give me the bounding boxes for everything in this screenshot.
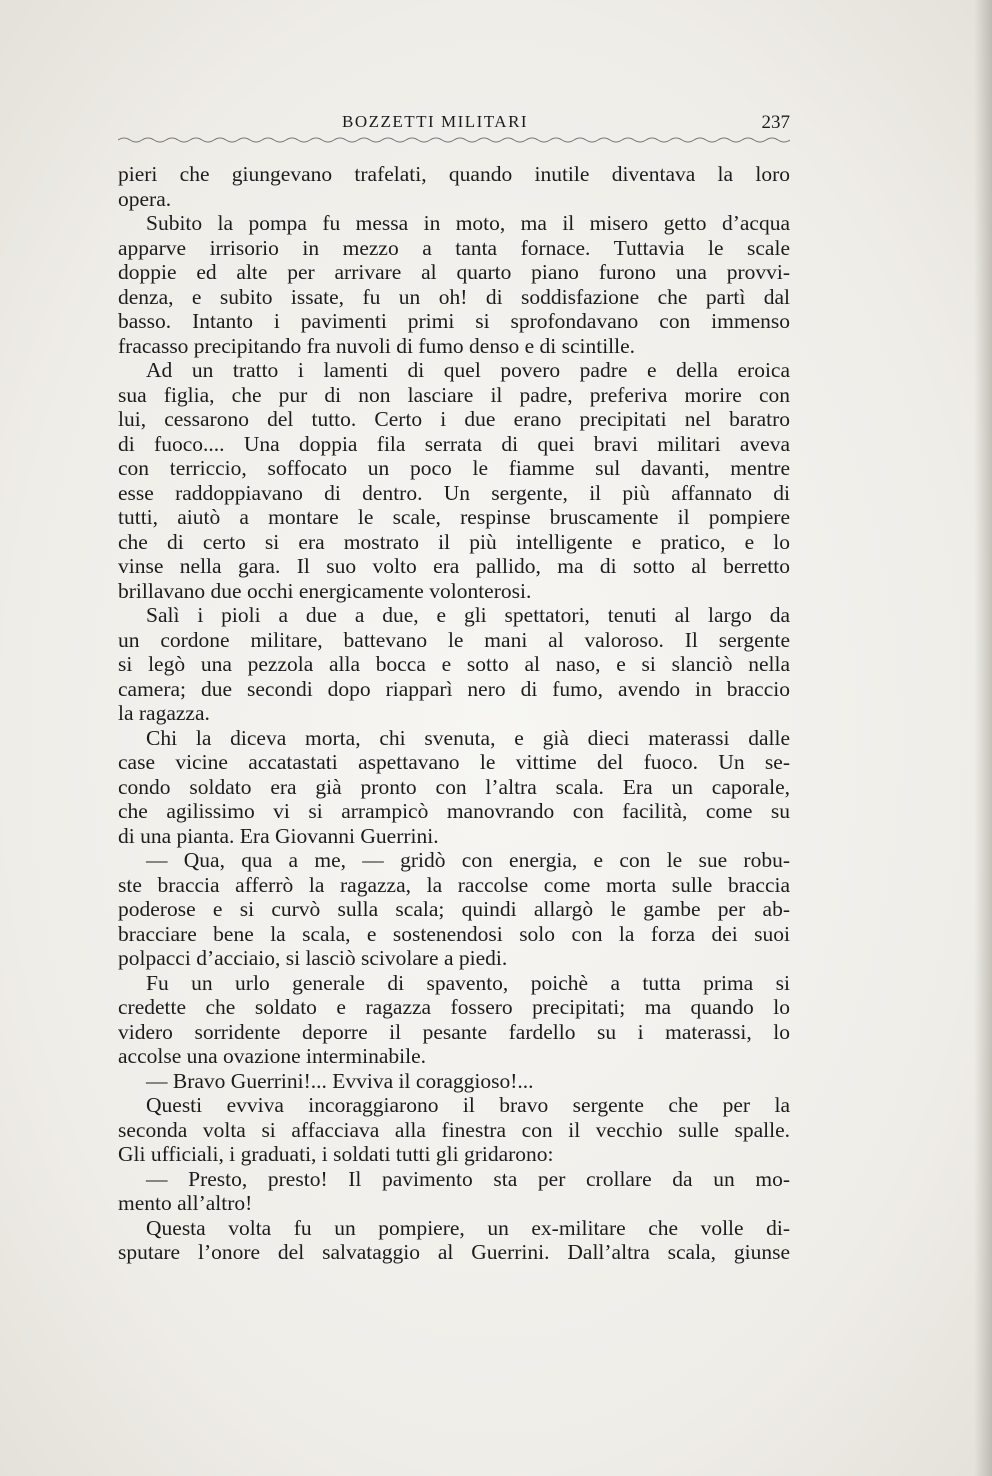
text-line: apparve irrisorio in mezzo a tanta fornace. Tuttavia le scale [118,235,790,260]
text-line: bracciare bene la scala, e sostenendosi solo con la forza dei suoi [118,921,790,946]
text-line: vinse nella gara. Il suo volto era pallido, ma di sotto al berretto [118,554,790,578]
text-line: credette che soldato e ragazza fossero precipitati; ma quando lo [118,995,790,1019]
text-line: si legò una pezzola alla bocca e sotto al naso, e si slanciò nella [118,652,790,676]
text-line: di una pianta. Era Giovanni Guerrini. [118,823,439,848]
text-line: Chi la diceva morta, chi svenuta, e già dieci materassi dalle [146,725,790,750]
body-text [118,162,790,1265]
text-line: videro sorridente deporre il pesante fardello su i materassi, lo [118,1019,790,1044]
text-line: Salì i pioli a due a due, e gli spettatori, tenuti al largo da [146,603,790,627]
text-line: seconda volta si affacciava alla finestra con il vecchio sulle spalle. [118,1117,790,1142]
text-line: camera; due secondi dopo riapparì nero di fumo, avendo in braccio [118,676,790,701]
text-line: sua figlia, che pur di non lasciare il padre, preferiva morire con [118,382,790,407]
text-line: che di certo si era mostrato il più intelligente e pratico, e lo [118,529,790,554]
text-line: fracasso precipitando fra nuvoli di fumo denso e di scintille. [118,333,636,358]
text-line: ste braccia afferrò la ragazza, la raccolse come morta sulle braccia [118,872,790,897]
text-line: Gli ufficiali, i graduati, i soldati tutti gli gridarono: [118,1142,554,1166]
text-line: accolse una ovazione interminabile. [118,1044,427,1068]
page-edge-shadow [974,0,992,1476]
text-line: che agilissimo vi si arrampicò manovrando con facilità, come su [118,799,790,823]
text-line: poderose e si curvò sulla scala; quindi allargò le gambe per ab- [118,897,790,921]
text-line: di fuoco.... Una doppia fila serrata di quei bravi militari aveva [118,431,790,456]
text-line: opera. [118,186,172,211]
decorative-wavy-rule [118,136,790,144]
text-line: — Presto, presto! Il pavimento sta per crollare da un mo- [146,1166,790,1191]
text-line: lui, cessarono del tutto. Certo i due erano precipitati nel baratro [118,407,790,431]
running-title: BOZZETTI MILITARI [342,112,529,131]
text-line: polpacci d’acciaio, si lasciò scivolare a piedi. [118,946,508,970]
text-line: con terriccio, soffocato un poco le fiamme sul davanti, mentre [118,456,790,480]
text-line: — Bravo Guerrini!... Evviva il coraggioso!... [146,1068,534,1093]
text-line: brillavano due occhi energicamente volonterosi. [118,578,532,603]
text-line: Questa volta fu un pompiere, un ex-militare che volle di- [146,1215,790,1240]
text-line: Subito la pompa fu messa in moto, ma il misero getto d’acqua [146,211,790,235]
text-line: — Qua, qua a me, — gridò con energia, e con le sue robu- [146,848,790,872]
text-line: un cordone militare, battevano le mani al valoroso. Il sergente [118,627,790,652]
text-line: mento all’altro! [118,1191,253,1215]
page-number: 237 [761,112,790,133]
text-line: Fu un urlo generale di spavento, poichè a tutta prima si [146,970,790,995]
text-line: pieri che giungevano trafelati, quando inutile diventava la loro [118,162,790,186]
text-line: basso. Intanto i pavimenti primi si sprofondavano con immenso [118,309,790,333]
text-line: Questi evviva incoraggiarono il bravo sergente che per la [146,1093,790,1117]
text-line: la ragazza. [118,701,210,725]
text-line: condo soldato era già pronto con l’altra scala. Era un caporale, [118,774,790,799]
text-line: Ad un tratto i lamenti di quel povero padre e della eroica [146,358,790,382]
text-line: tutti, aiutò a montare le scale, respinse bruscamente il pompiere [118,505,790,529]
text-line: sputare l’onore del salvataggio al Guerrini. Dall’altra scala, giunse [118,1240,790,1264]
text-line: case vicine accatastati aspettavano le vittime del fuoco. Un se- [118,750,790,774]
text-line: doppie ed alte per arrivare al quarto piano furono una provvi- [118,260,790,284]
text-line: esse raddoppiavano di dentro. Un sergente, il più affannato di [118,480,790,505]
text-line: denza, e subito issate, fu un oh! di soddisfazione che partì dal [118,284,790,309]
